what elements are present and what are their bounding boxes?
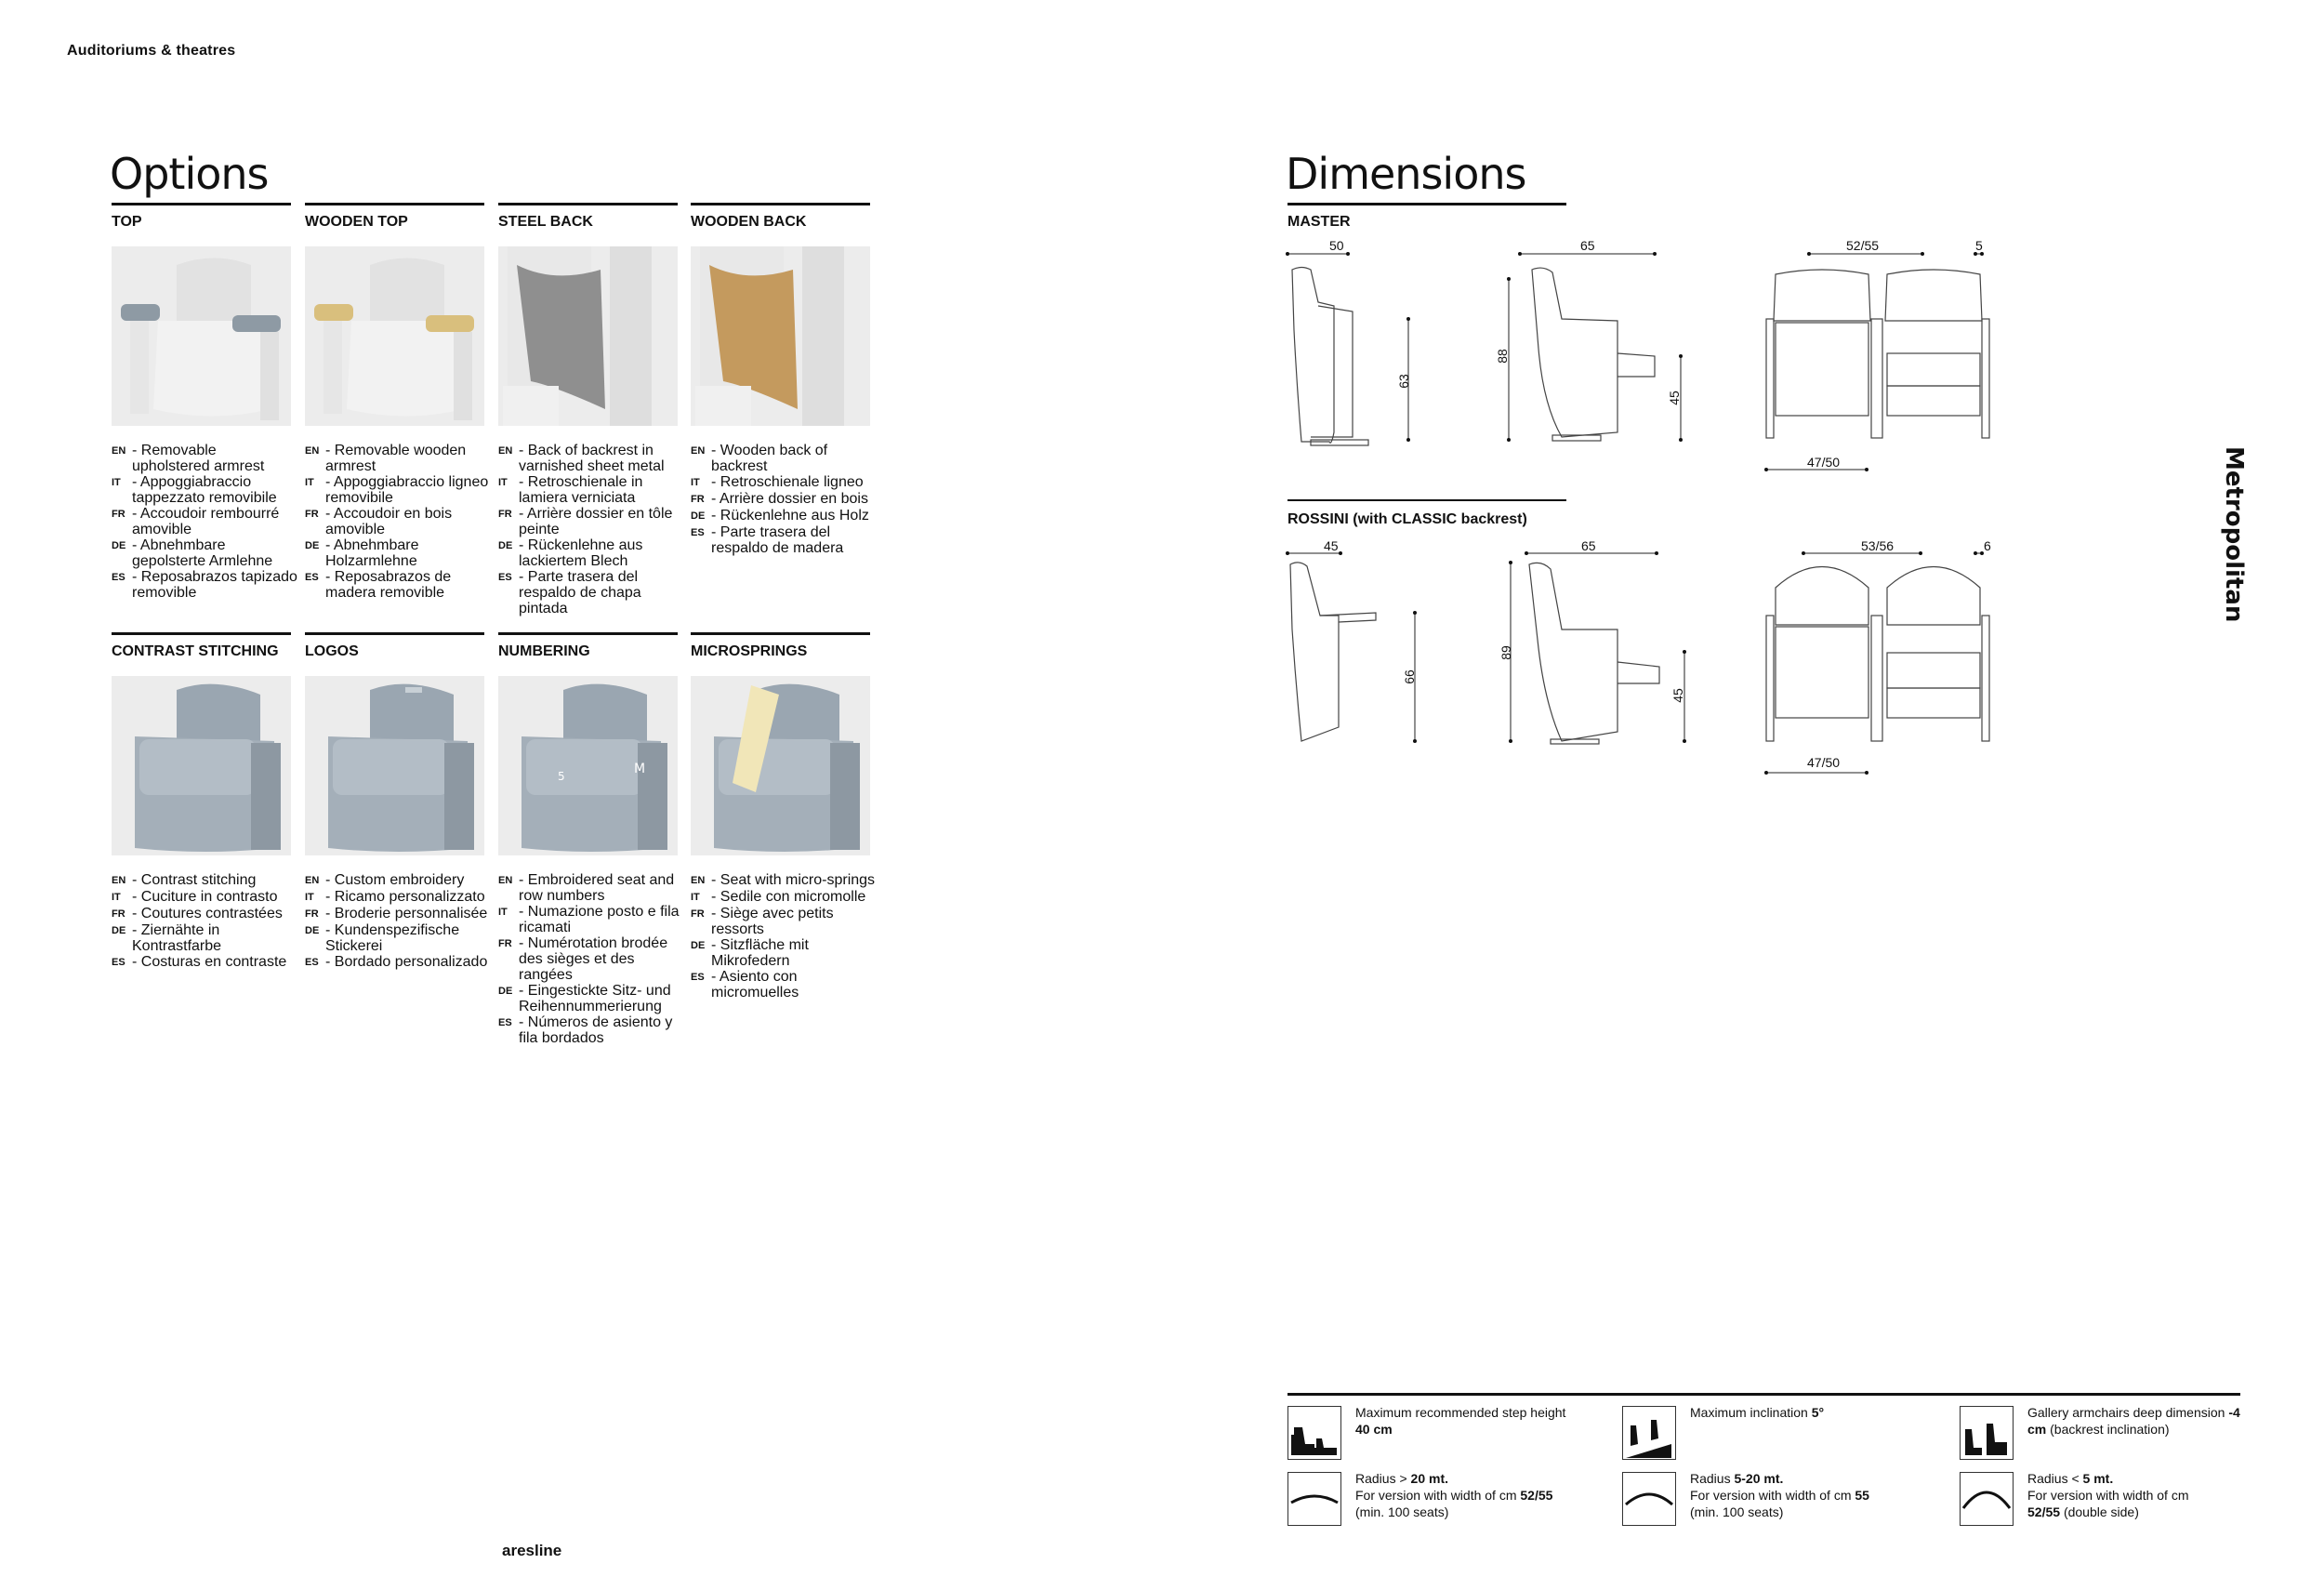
lang-text: - Numazione posto e fila ricamati: [519, 904, 680, 935]
dimensions-title-rule: [1287, 203, 1566, 205]
lang-row: [112, 906, 297, 922]
svg-text:M: M: [634, 762, 646, 776]
lang-text: - Cuciture in contrasto: [132, 889, 278, 905]
svg-text:5: 5: [558, 770, 565, 783]
option-description: [498, 872, 684, 1046]
lang-text: - Broderie personnalisée: [325, 906, 488, 921]
master-front-width: 52/55: [1846, 238, 1880, 253]
lang-row: [691, 508, 877, 524]
lang-row: [691, 491, 877, 508]
lang-row: [498, 1014, 684, 1046]
rossini-open-seat: 45: [1670, 688, 1685, 703]
lang-code: IT: [498, 907, 508, 918]
option-heading-top: TOP: [112, 214, 142, 230]
option-heading-steel-back: STEEL BACK: [498, 214, 593, 230]
lang-code: DE: [498, 540, 513, 551]
brand-logo: aresline: [502, 1542, 562, 1559]
master-open-height: 88: [1494, 349, 1510, 364]
master-side-view: [1292, 268, 1334, 444]
lang-row: [498, 443, 684, 474]
lang-text: - Ziernähte in Kontrastfarbe: [132, 922, 222, 954]
chair-microsprings-icon: [691, 676, 870, 855]
chair-wooden-back-icon: [691, 246, 870, 426]
lang-text: - Sitzfläche mit Mikrofedern: [711, 937, 809, 969]
lang-text: - Accoudoir en bois amovible: [325, 506, 453, 537]
lang-code: DE: [691, 940, 706, 951]
lang-row: [498, 474, 684, 506]
lang-row: [498, 904, 684, 935]
lang-text: - Numérotation brodée des sièges et des rangées: [519, 935, 668, 983]
lang-code: IT: [691, 477, 700, 488]
master-front-gap: 5: [1975, 238, 1983, 253]
rossini-front-bottom: 47/50: [1807, 755, 1841, 770]
lang-row: [691, 474, 877, 491]
lang-text: - Accoudoir rembourré amovible: [132, 506, 280, 537]
lang-row: [112, 872, 297, 889]
lang-code: FR: [305, 908, 319, 920]
lang-code: ES: [112, 957, 125, 968]
lang-text: - Parte trasera del respaldo de chapa pintada: [519, 569, 641, 616]
lang-code: IT: [691, 892, 700, 903]
lang-text: - Appoggiabraccio ligneo removibile: [325, 474, 489, 506]
lang-code: DE: [112, 540, 126, 551]
lang-text: - Rückenlehne aus Holz: [711, 508, 869, 523]
option-heading-logos: LOGOS: [305, 643, 359, 659]
lang-row: [498, 872, 684, 904]
lang-row: [498, 569, 684, 616]
option-heading-wooden-top: WOODEN TOP: [305, 214, 408, 230]
lang-text: - Arrière dossier en bois: [711, 491, 868, 507]
chair-steel-back-icon: [498, 246, 678, 426]
master-side-height: 63: [1395, 374, 1411, 389]
lang-row: [691, 443, 877, 474]
inclination-text: Maximum inclination 5°: [1690, 1405, 1825, 1420]
lang-code: EN: [305, 445, 320, 457]
lang-row: [305, 906, 491, 922]
lang-code: EN: [691, 875, 706, 886]
option-heading-numbering: NUMBERING: [498, 643, 590, 659]
rossini-side-width: 45: [1324, 538, 1339, 553]
lang-code: FR: [498, 509, 512, 520]
radius-small-icon: [1960, 1472, 2014, 1526]
master-drawings: [1283, 237, 2008, 488]
lang-code: DE: [305, 925, 320, 936]
lang-text: - Back of backrest in varnished sheet metal: [519, 443, 665, 474]
gallery-icon: [1960, 1406, 2014, 1460]
option-description: [498, 443, 684, 616]
options-title: Options: [110, 149, 269, 199]
lang-text: - Embroidered seat and row numbers: [519, 872, 675, 904]
lang-code: EN: [498, 445, 513, 457]
rossini-open-width: 65: [1581, 538, 1596, 553]
option-description: [305, 872, 491, 971]
lang-text: - Custom embroidery: [325, 872, 465, 888]
lang-row: [691, 524, 877, 556]
step-height-text: Maximum recommended step height 40 cm: [1355, 1405, 1566, 1437]
lang-code: DE: [498, 986, 513, 997]
lang-row: [305, 443, 491, 474]
lang-row: [112, 506, 297, 537]
master-open-view: [1532, 268, 1618, 437]
lang-code: ES: [498, 572, 512, 583]
lang-text: - Removable wooden armrest: [325, 443, 467, 474]
master-side-width: 50: [1329, 238, 1344, 253]
option-rule: [498, 632, 678, 635]
gallery-text: Gallery armchairs deep dimension -4 cm (backrest inclination): [2027, 1405, 2240, 1437]
lang-code: FR: [112, 908, 125, 920]
lang-code: FR: [691, 908, 705, 920]
option-rule: [498, 203, 678, 205]
lang-row: [112, 922, 297, 954]
lang-text: - Abnehmbare gepolsterte Armlehne: [132, 537, 273, 569]
master-heading: MASTER: [1287, 214, 1351, 230]
lang-code: DE: [691, 510, 706, 522]
lang-row: [691, 906, 877, 937]
lang-row: [305, 474, 491, 506]
lang-row: [112, 443, 297, 474]
lang-code: ES: [112, 572, 125, 583]
radius-medium-icon: [1622, 1472, 1676, 1526]
option-description: [305, 443, 491, 601]
lang-code: FR: [305, 509, 319, 520]
lang-text: - Números de asiento y fila bordados: [519, 1014, 673, 1046]
option-description: [112, 872, 297, 971]
lang-code: ES: [305, 572, 319, 583]
master-open-seat: 45: [1666, 391, 1682, 405]
lang-code: FR: [691, 494, 705, 505]
rossini-side-height: 66: [1401, 669, 1417, 684]
lang-text: - Removable upholstered armrest: [132, 443, 265, 474]
lang-code: EN: [112, 875, 126, 886]
lang-row: [112, 569, 297, 601]
lang-row: [112, 537, 297, 569]
lang-row: [691, 937, 877, 969]
option-rule: [112, 632, 291, 635]
lang-text: - Retroschienale in lamiera verniciata: [519, 474, 643, 506]
lang-code: FR: [112, 509, 125, 520]
option-rule: [305, 203, 484, 205]
master-open-width: 65: [1580, 238, 1595, 253]
option-heading-contrast-stitching: CONTRAST STITCHING: [112, 643, 279, 659]
lang-row: [691, 889, 877, 906]
lang-code: IT: [112, 892, 121, 903]
lang-row: [305, 537, 491, 569]
lang-text: - Sedile con micromolle: [711, 889, 866, 905]
dimensions-title: Dimensions: [1286, 149, 1526, 199]
lang-text: - Abnehmbare Holzarmlehne: [325, 537, 419, 569]
lang-code: ES: [691, 527, 705, 538]
lang-text: - Eingestickte Sitz- und Reihennummerierung: [519, 983, 671, 1014]
lang-code: ES: [498, 1017, 512, 1028]
lang-row: [498, 506, 684, 537]
lang-code: FR: [498, 938, 512, 949]
lang-row: [305, 954, 491, 971]
rossini-front-width: 53/56: [1861, 538, 1895, 553]
lang-row: [305, 872, 491, 889]
lang-text: - Siège avec petits ressorts: [711, 906, 834, 937]
lang-row: [498, 537, 684, 569]
lang-text: - Costuras en contraste: [132, 954, 287, 970]
option-description: [112, 443, 297, 601]
inclination-icon: [1622, 1406, 1676, 1460]
rossini-open-view: [1529, 563, 1618, 741]
rossini-drawings: [1283, 537, 2008, 788]
rossini-side-view: [1290, 563, 1339, 741]
rossini-heading: ROSSINI (with CLASSIC backrest): [1287, 511, 1527, 527]
option-rule: [691, 632, 870, 635]
lang-code: IT: [112, 477, 121, 488]
lang-text: - Kundenspezifische Stickerei: [325, 922, 460, 954]
lang-text: - Reposabrazos de madera removible: [325, 569, 452, 601]
lang-row: [691, 969, 877, 1001]
radius-large-icon: [1287, 1472, 1341, 1526]
lang-text: - Retroschienale ligneo: [711, 474, 864, 490]
lang-row: [112, 889, 297, 906]
section-label: Auditoriums & theatres: [67, 43, 236, 59]
option-description: [691, 443, 877, 556]
lang-text: - Seat with micro-springs: [711, 872, 876, 888]
rossini-front-gap: 6: [1984, 538, 1991, 553]
lang-text: - Contrast stitching: [132, 872, 257, 888]
lang-row: [305, 569, 491, 601]
option-rule: [112, 203, 291, 205]
radius-small-text: Radius < 5 mt. For version with width of cm 52/55 (double side): [2027, 1471, 2189, 1519]
step-height-icon: [1287, 1406, 1341, 1460]
lang-text: - Parte trasera del respaldo de madera: [711, 524, 844, 556]
info-rule: [1287, 1393, 2240, 1396]
lang-code: ES: [691, 972, 705, 983]
option-rule: [305, 632, 484, 635]
lang-row: [498, 935, 684, 983]
lang-text: - Rückenlehne aus lackiertem Blech: [519, 537, 643, 569]
lang-row: [691, 872, 877, 889]
chair-armrest-wood-icon: [305, 246, 484, 426]
lang-code: DE: [112, 925, 126, 936]
lang-code: DE: [305, 540, 320, 551]
lang-row: [305, 889, 491, 906]
lang-row: [112, 954, 297, 971]
lang-text: - Arrière dossier en tôle peinte: [519, 506, 673, 537]
option-description: [691, 872, 877, 1001]
lang-text: - Reposabrazos tapizado removible: [132, 569, 297, 601]
chair-numbering-icon: [498, 676, 678, 855]
rossini-rule: [1287, 499, 1566, 501]
radius-medium-text: Radius 5-20 mt. For version with width of cm 55 (min. 100 seats): [1690, 1471, 1869, 1519]
chair-logo-icon: [305, 676, 484, 855]
lang-row: [498, 983, 684, 1014]
chair-stitching-icon: [112, 676, 291, 855]
radius-large-text: Radius > 20 mt. For version with width of cm 52/55 (min. 100 seats): [1355, 1471, 1553, 1519]
option-rule: [691, 203, 870, 205]
chair-armrest-grey-icon: [112, 246, 291, 426]
lang-code: EN: [305, 875, 320, 886]
lang-row: [305, 922, 491, 954]
rossini-open-height: 89: [1498, 645, 1513, 660]
lang-code: IT: [305, 892, 314, 903]
lang-text: - Coutures contrastées: [132, 906, 283, 921]
option-heading-microsprings: MICROSPRINGS: [691, 643, 808, 659]
option-heading-wooden-back: WOODEN BACK: [691, 214, 807, 230]
lang-text: - Bordado personalizado: [325, 954, 488, 970]
lang-code: IT: [498, 477, 508, 488]
lang-code: EN: [112, 445, 126, 457]
lang-row: [112, 474, 297, 506]
lang-text: - Asiento con micromuelles: [711, 969, 799, 1001]
lang-row: [305, 506, 491, 537]
lang-code: ES: [305, 957, 319, 968]
master-front-bottom: 47/50: [1807, 455, 1841, 470]
lang-code: IT: [305, 477, 314, 488]
lang-code: EN: [691, 445, 706, 457]
master-front-view: [1774, 270, 1870, 321]
lang-text: - Wooden back of backrest: [711, 443, 828, 474]
lang-code: EN: [498, 875, 513, 886]
rossini-front-view: [1776, 567, 1868, 626]
lang-text: - Ricamo personalizzato: [325, 889, 485, 905]
product-name-vertical: Metropolitan: [2220, 446, 2248, 623]
lang-text: - Appoggiabraccio tappezzato removibile: [132, 474, 277, 506]
